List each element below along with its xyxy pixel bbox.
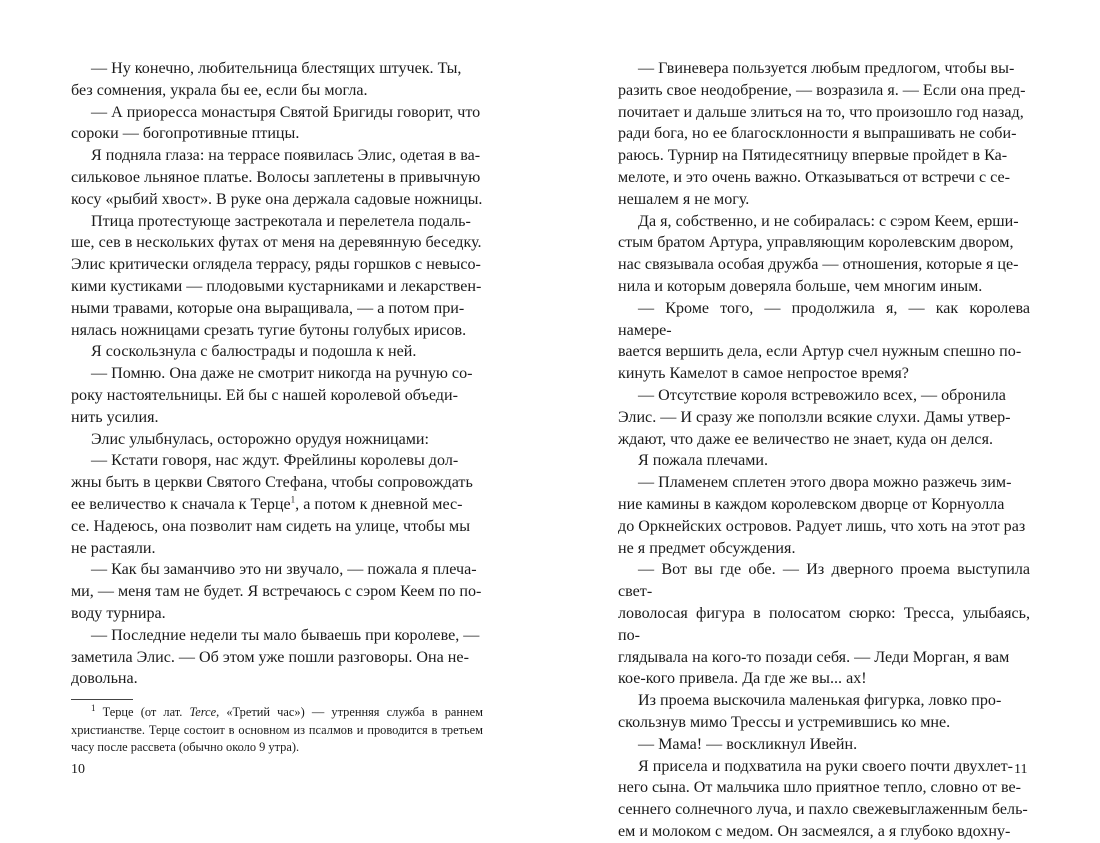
paragraph: — А приоресса монастыря Святой Бригиды говорит, что сороки — богопротивные птицы.	[71, 103, 481, 143]
paragraph: — Гвиневера пользуется любым предлогом, чтобы вы- разить свое неодобрение, — возразила я. — Если она пред- почитает и дальше злиться на то, что произошло год назад, ради бога, но ее благосклонности я выпрашивать не соби- раюсь. Турнир на Пятидесятницу впервые пройдет в Ка- мелоте, и это очень важно. Отказываться от встречи с се- нешалем я не могу.	[618, 60, 1026, 208]
paragraph-text-continued: , а потом к дневной мес- се. Надеюсь, она позволит нам сидеть на улице, чтобы мы не растаяли.	[71, 495, 471, 557]
page-number-left: 10	[71, 762, 85, 777]
paragraph: — Пламенем сплетен этого двора можно разжечь зим- ние камины в каждом королевском дворце от Корнуолла до Оркнейских островов. Радует лишь, что хоть на этот раз не я предмет обсуждения.	[618, 474, 1026, 557]
paragraph: — Помню. Она даже не смотрит никогда на ручную со- року настоятельницы. Ей бы с нашей королевой объеди- нить усилия.	[71, 365, 473, 426]
page-number-right: 11	[1014, 762, 1028, 777]
paragraph: Я присела и подхватила на руки своего почти двухлет- него сына. От мальчика шло приятное тепло, словно от ве- сеннего солнечного луча, и пахло свежевыглаженным бель- ем и молоком с медом. Он засмеялся, а я глубоко вдохну-	[618, 757, 1028, 840]
footnote-reference[interactable]: 1	[290, 494, 296, 505]
footnote-number: 1	[91, 702, 96, 713]
paragraph: — Отсутствие короля встревожило всех, — обронила Элис. — И сразу же поползли всякие слухи. Дамы утвер- ждают, что даже ее величество не знает, куда он делся.	[618, 386, 1011, 448]
paragraph: Да я, собственно, и не собиралась: с сэром Кеем, ерши- стым братом Артура, управляющим королевским двором, нас связывала особая дружба — отношения, которые я це- нила и которым доверяла больше, чем многим иным.	[618, 212, 1019, 295]
footnote-text: Терце (от лат.	[95, 705, 190, 719]
footnote	[71, 704, 483, 757]
paragraph: — Последние недели ты мало бываешь при королеве, — заметила Элис. — Об этом уже пошли разговоры. Она не- довольна.	[71, 626, 480, 688]
paragraph: Я соскользнула с балюстрады и подошла к ней.	[91, 343, 417, 361]
paragraph-text: — Кстати говоря, нас ждут. Фрейлины королевы дол- жны быть в церкви Святого Стефана, чтобы сопровождать ее величество к сначала к Терце	[71, 452, 473, 513]
paragraph: — Кроме того, — продолжила я, — как королева намере- вается вершить дела, если Артур счел нужным спешно по- кинуть Камелот в самое непростое время?	[618, 299, 1030, 383]
paragraph: Из проема выскочила маленькая фигурка, ловко про- скользнув мимо Трессы и устремившись ко мне.	[618, 692, 1002, 731]
paragraph-with-note	[71, 450, 483, 559]
right-page	[618, 58, 1030, 843]
footnote-text-continued: , «Третий час») — утренняя служба в раннем христианстве. Терце состоит в основном из псалмов и проводится в третьем часу после рассвета (обычно около 9 утра).	[71, 705, 483, 755]
paragraph: Элис улыбнулась, осторожно орудуя ножницами:	[91, 430, 430, 448]
paragraph: — Вот вы где обе. — Из дверного проема выступила свет- ловолосая фигура в полосатом сюрко: Тресса, улыбаясь, по- глядывала на кого-то позади себя. — Леди Морган, я вам кое-кого привела. Да где же вы... ах!	[618, 561, 1030, 688]
footnote-separator	[71, 699, 133, 700]
paragraph: Я пожала плечами.	[638, 452, 769, 470]
footnote-latin-term: Terce	[189, 705, 217, 719]
paragraph: Птица протестующе застрекотала и перелетела подаль- ше, сев в нескольких футах от меня на деревянную беседку. Элис критически оглядела террасу, ряды горшков с невысо- кими кустиками — плодовыми кустарниками и лекарствен- ными травами, которые она выращивала, — а потом при- нялась ножницами срезать тугие бутоны голубых ирисов.	[71, 212, 482, 339]
paragraph: Я подняла глаза: на террасе появилась Элис, одетая в ва- сильковое льняное платье. Волосы заплетены в привычную косу «рыбий хвост». В руке она держала садовые ножницы.	[71, 147, 483, 208]
paragraph: — Мама! — воскликнул Ивейн.	[638, 735, 858, 753]
paragraph: — Как бы заманчиво это ни звучало, — пожала я плеча- ми, — меня там не будет. Я встречаюсь с сэром Кеем по по- воду турнира.	[71, 561, 482, 622]
paragraph: — Ну конечно, любительница блестящих штучек. Ты, без сомнения, украла бы ее, если бы могла.	[71, 60, 462, 99]
left-page	[71, 58, 483, 690]
